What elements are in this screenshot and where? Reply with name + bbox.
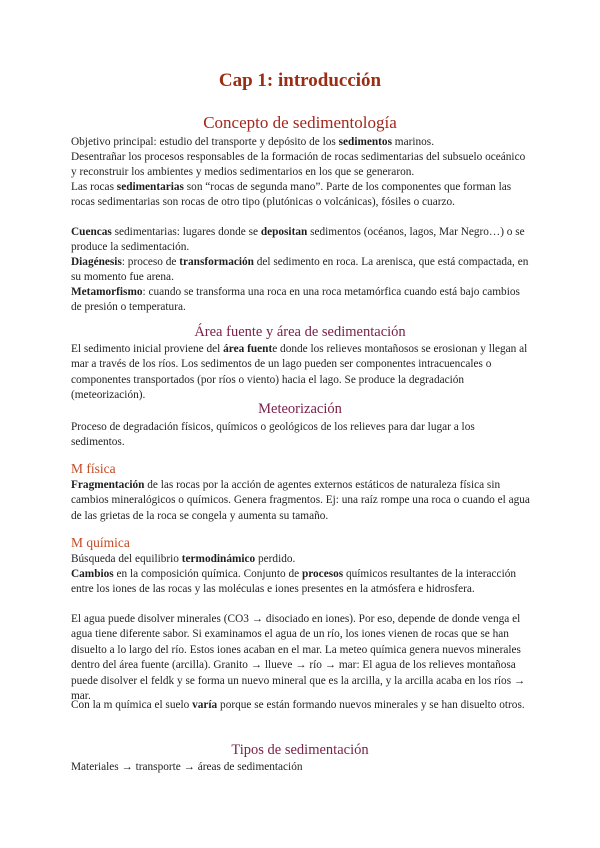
heading-m-fisica: M física: [71, 461, 116, 476]
page-title: Cap 1: introducción: [218, 70, 382, 91]
paragraph-tipos: Materiales → transporte → áreas de sedimentación: [71, 761, 303, 773]
paragraph-metamorfismo: Metamorfismo: cuando se transforma una roca en una roca metamórfica cuando está bajo cambios de presión o temperatura.: [71, 286, 520, 314]
paragraph-cuencas: Cuencas sedimentarias: lugares donde se depositan sedimentos (océanos, lagos, Mar Negro…) o se produce la sedimentación.: [71, 226, 525, 254]
paragraph-desentranar: Desentrañar los procesos responsables de la formación de rocas sedimentarias del subsuelo oceánico y reconstruir los ambientes y medios sedimentarios en los que se generaron.: [71, 151, 526, 179]
paragraph-area-fuente: El sedimento inicial proviene del área fuente donde los relieves montañosos se erosionan y llegan al mar a través de los ríos. Los sedimentos de un lago pueden ser componentes intracuencales o componentes transportados (por ríos o viento) hacia el lago. Se produce la degradación (meteorización).: [71, 343, 528, 402]
heading-concepto: Concepto de sedimentología: [203, 113, 397, 132]
paragraph-cambios: Cambios en la composición química. Conjunto de procesos químicos resultantes de la interacción entre los iones de las rocas y las moléculas e iones presentes en la atmósfera e hidrosfera.: [71, 568, 517, 596]
paragraph-diagenesis: Diagénesis: proceso de transformación del sedimento en roca. La arenisca, que está compactada, en su momento fue arena.: [71, 256, 529, 284]
paragraph-agua: El agua puede disolver minerales (CO3 → disociado en iones). Por eso, depende de donde venga el agua tiene diferente sabor. Si examinamos el agua de un río, los iones vienen de rocas que se han disuelto a lo largo del río. Estos iones acaban en el mar. La meteo química genera nuevos minerales dentro del área fuente (arcilla). Granito → llueve → río → mar: El agua de los relieves montañosa puede disolver el feldk y se forma un nuevo mineral que es la arcilla, y la arcilla acaba en los ríos → mar.: [71, 613, 526, 703]
heading-m-quimica: M química: [71, 535, 130, 550]
paragraph-meteorizacion: Proceso de degradación físicos, químicos o geológicos de los relieves para dar lugar a los sedimentos.: [71, 421, 475, 449]
heading-meteorizacion: Meteorización: [258, 401, 342, 417]
paragraph-m-fisica: Fragmentación de las rocas por la acción de agentes externos estáticos de naturaleza física sin cambios mineralógicos o químicos. Genera fragmentos. Ej: una raíz rompe una roca o cuando el agua de las grietas de la roca se congela y aumenta su tamaño.: [71, 479, 530, 522]
heading-tipos-sedimentacion: Tipos de sedimentación: [231, 742, 369, 758]
paragraph-suelo-varia: Con la m química el suelo varía porque se están formando nuevos minerales y se han disuelto otros.: [71, 699, 525, 711]
heading-area-fuente: Área fuente y área de sedimentación: [194, 324, 406, 340]
paragraph-rocas-sedimentarias: Las rocas sedimentarias son “rocas de segunda mano”. Parte de los componentes que forman las rocas sedimentarias son rocas de otro tipo (plutónicas o volcánicas), fósiles o cuarzo.: [71, 181, 512, 209]
paragraph-busqueda: Búsqueda del equilibrio termodinámico perdido.: [71, 553, 296, 565]
paragraph-objetivo: Objetivo principal: estudio del transporte y depósito de los sedimentos marinos.: [71, 136, 435, 148]
